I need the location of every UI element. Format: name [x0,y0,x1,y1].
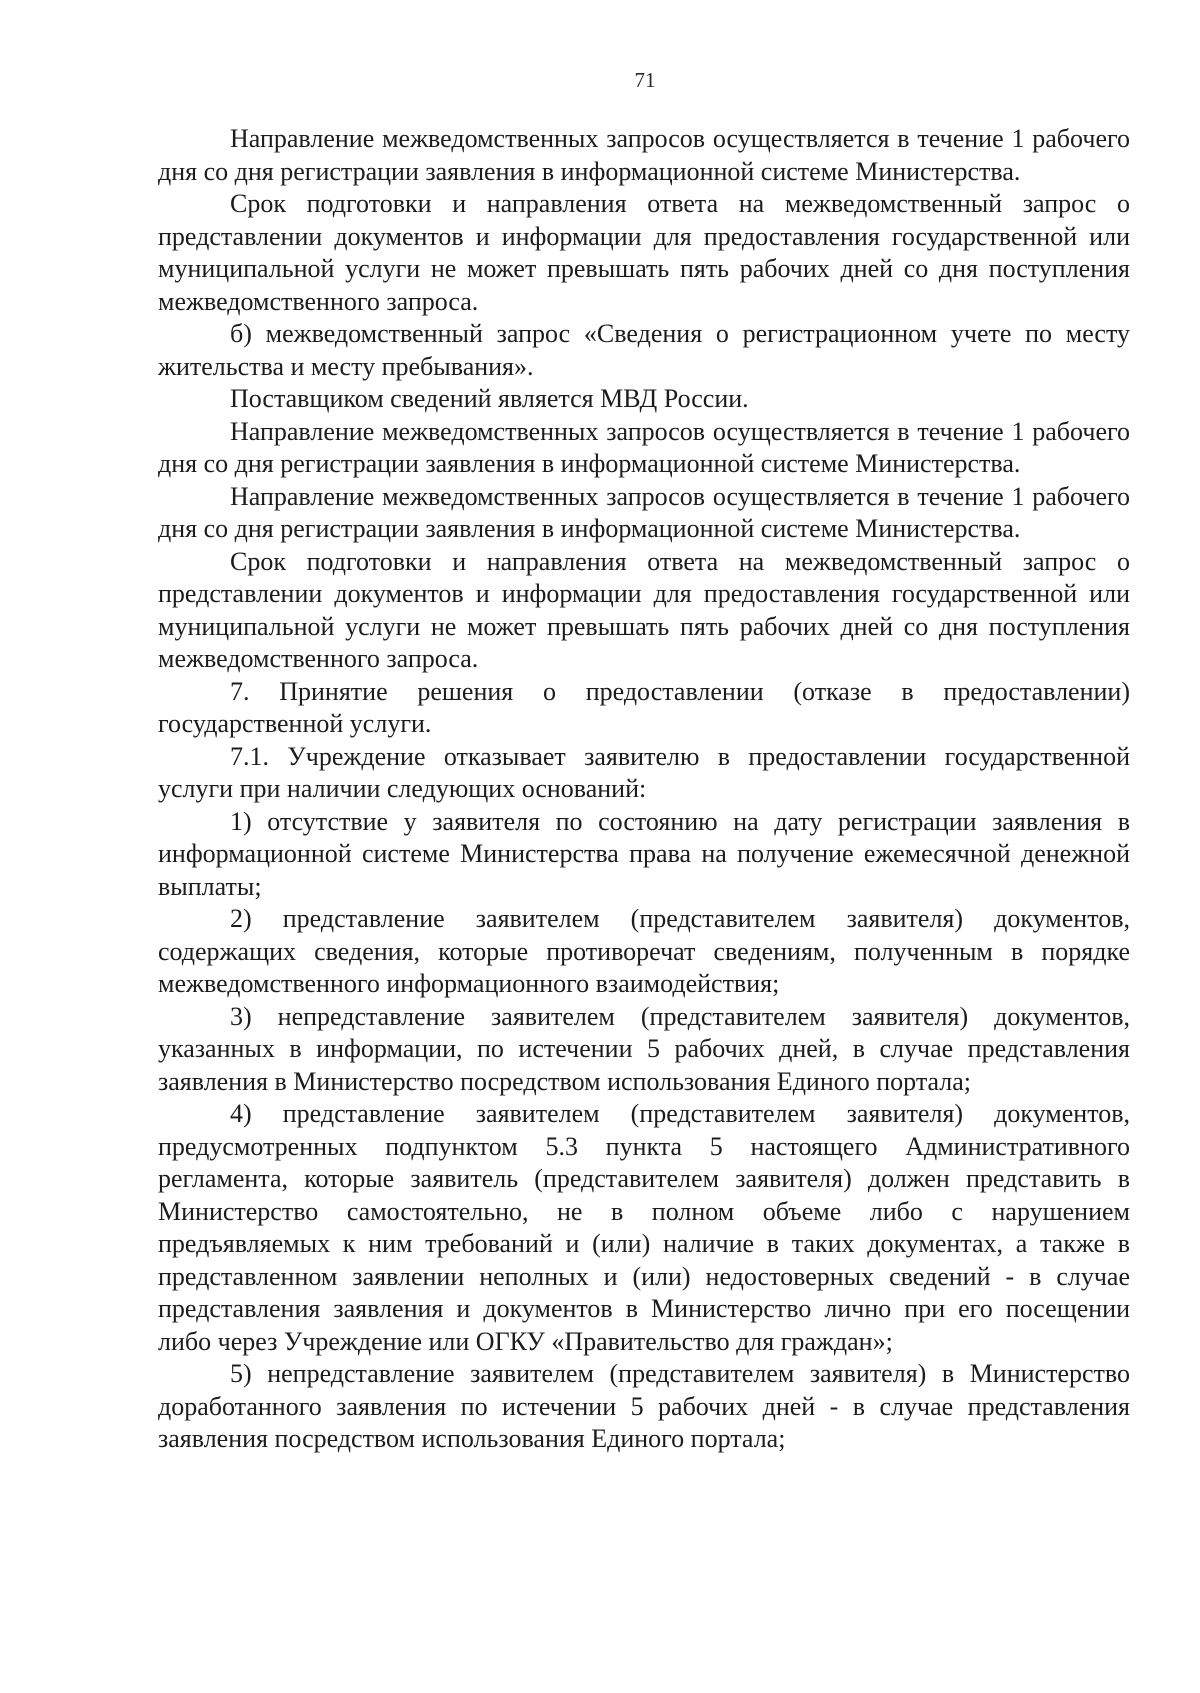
list-item: 4) представление заявителем (представителем заявителя) документов, предусмотренных подпунктом 5.3 пункта 5 настоящего Административного регламента, которые заявитель (представителем заявителя) должен представить в Министерство самостоятельно, не в полном объеме либо с нарушением предъявляемых к ним требований и (или) наличие в таких документах, а также в представленном заявлении неполных и (или) недостоверных сведений - в случае представления заявления и документов в Министерство лично при его посещении либо через Учреждение или ОГКУ «Правительство для граждан»; [158,1099,1130,1356]
paragraph: Срок подготовки и направления ответа на межведомственный запрос о представлении документов и информации для предоставления государственной или муниципальной услуги не может превышать пять рабочих дней со дня поступления межведомственного запроса. [158,546,1130,673]
paragraph: Направление межведомственных запросов осуществляется в течение 1 рабочего дня со дня регистрации заявления в информационной системе Министерства. [158,481,1130,543]
paragraph: Направление межведомственных запросов осуществляется в течение 1 рабочего дня со дня регистрации заявления в информационной системе Министерства. [158,124,1130,186]
list-item: 2) представление заявителем (представителем заявителя) документов, содержащих сведения, которые противоречат сведениям, полученным в порядке межведомственного информационного взаимодействия; [158,904,1130,998]
list-item: 3) непредставление заявителем (представителем заявителя) документов, указанных в информации, по истечении 5 рабочих дней, в случае представления заявления в Министерство посредством использования Единого портала; [158,1001,1130,1096]
document-body [158,123,1130,1456]
list-item: 5) непредставление заявителем (представителем заявителя) в Министерство доработанного заявления по истечении 5 рабочих дней - в случае представления заявления посредством использования Единого портала; [158,1359,1130,1453]
list-item: 1) отсутствие у заявителя по состоянию на дату регистрации заявления в информационной системе Министерства права на получение ежемесячной денежной выплаты; [158,806,1130,901]
paragraph: 7.1. Учреждение отказывает заявителю в предоставлении государственной услуги при наличии следующих оснований: [158,741,1130,803]
section-heading: 7. Принятие решения о предоставлении (отказе в предоставлении) государственной услуги. [158,676,1130,738]
paragraph: Поставщиком сведений является МВД России. [230,384,749,413]
paragraph: б) межведомственный запрос «Сведения о регистрационном учете по месту жительства и месту пребывания». [158,319,1130,381]
paragraph: Направление межведомственных запросов осуществляется в течение 1 рабочего дня со дня регистрации заявления в информационной системе Министерства. [158,416,1130,478]
paragraph: Срок подготовки и направления ответа на межведомственный запрос о представлении документов и информации для предоставления государственной или муниципальной услуги не может превышать пять рабочих дней со дня поступления межведомственного запроса. [158,189,1130,316]
page-number: 71 [634,68,656,92]
